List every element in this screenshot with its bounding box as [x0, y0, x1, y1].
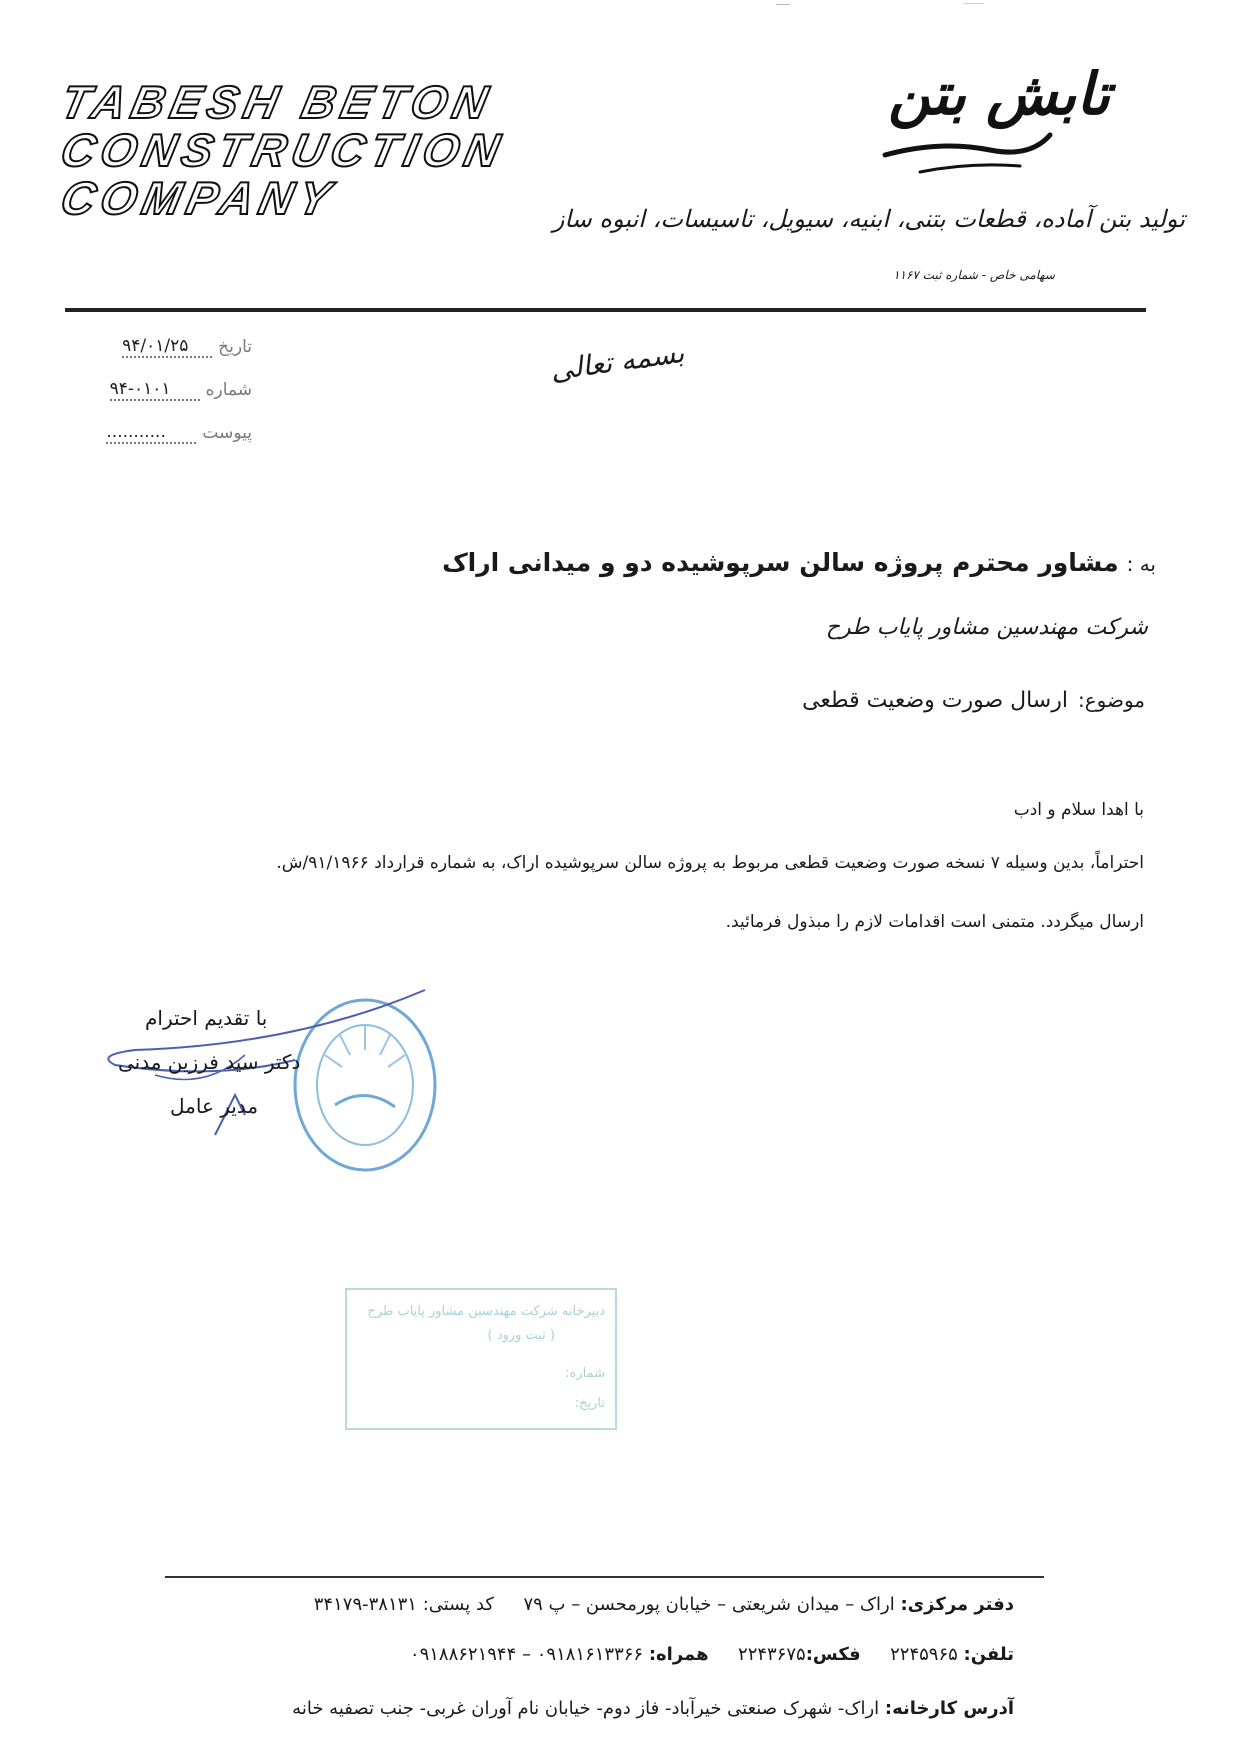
logo-line: CONSTRUCTION — [56, 124, 511, 176]
phone-value: ۲۲۴۵۹۶۵ — [890, 1644, 958, 1665]
stamp-line: تاریخ: — [574, 1396, 605, 1411]
persian-logo: تابش بتن — [888, 60, 1110, 128]
logo-line: TABESH BETON — [56, 76, 499, 128]
registration-number: سهامی خاص - شماره ثبت ۱۱۶۷ — [893, 268, 1055, 282]
contact-line — [410, 1644, 1014, 1665]
recipient-prefix: به : — [1126, 552, 1156, 576]
recipient-line — [442, 548, 1156, 577]
stamp-line: ( ثبت ورود ) — [487, 1328, 555, 1343]
factory-address-line — [292, 1698, 1014, 1719]
received-stamp — [345, 1288, 617, 1430]
phone-label: تلفن: — [963, 1644, 1014, 1665]
company-tagline: تولید بتن آماده، قطعات بتنی، ابنیه، سیویل، تاسیسات، انبوه ساز — [552, 205, 1185, 233]
office-address: اراک – میدان شریعتی – خیابان پورمحسن – پ ۷۹ — [523, 1594, 895, 1615]
header-divider — [65, 308, 1146, 312]
subject-text: ارسال صورت وضعیت قطعی — [802, 688, 1068, 713]
logo-line: COMPANY — [56, 172, 342, 224]
attachment-row — [82, 411, 252, 454]
number-value: ۹۴-۰۱۰۱ — [110, 379, 200, 401]
mobile-values: ۰۹۱۸۱۶۱۳۳۶۶ – ۰۹۱۸۸۶۲۱۹۴۴ — [409, 1644, 644, 1665]
attachment-label: پیوست — [202, 422, 252, 443]
subject-label: موضوع: — [1077, 688, 1145, 712]
postal-label: کد پستی: — [422, 1594, 494, 1615]
scan-mark — [964, 0, 984, 4]
postal-value: ۳۸۱۳۱-۳۴۱۷۹ — [313, 1594, 417, 1615]
office-address-line — [314, 1594, 1014, 1615]
date-row — [82, 325, 252, 368]
number-label: شماره — [205, 379, 252, 400]
subject-line — [802, 688, 1145, 713]
consultant-name: شرکت مهندسین مشاور پایاب طرح — [825, 615, 1148, 640]
fax-label: فکس: — [805, 1644, 861, 1665]
factory-label: آدرس کارخانه: — [884, 1698, 1014, 1719]
signature-closing: با تقدیم احترام — [145, 1006, 268, 1030]
number-row — [82, 368, 252, 411]
attachment-value: ........... — [106, 422, 196, 444]
basmala: بسمه تعالی — [548, 335, 687, 388]
greeting: با اهدا سلام و ادب — [1013, 800, 1144, 820]
signatory-name: دکتر سید فرزین مدنی — [118, 1050, 301, 1074]
date-value: ۹۴/۰۱/۲۵ — [122, 336, 212, 358]
fax-value: ۲۲۴۳۶۷۵ — [738, 1644, 806, 1665]
logo-swoosh-icon — [880, 100, 1100, 180]
stamp-line: شماره: — [565, 1366, 605, 1381]
factory-address: اراک- شهرک صنعتی خیرآباد- فاز دوم- خیابان نام آوران غربی- جنب تصفیه خانه — [292, 1698, 880, 1719]
date-label: تاریخ — [218, 336, 252, 357]
body-paragraph: احتراماً، بدین وسیله ۷ نسخه صورت وضعیت قطعی مربوط به پروژه سالن سرپوشیده اراک، به شماره قرارداد ۹۱/۱۹۶۶/ش. — [276, 853, 1144, 873]
body-paragraph: ارسال میگردد. متمنی است اقدامات لازم را مبذول فرمائید. — [725, 912, 1144, 932]
english-logo — [56, 76, 582, 224]
letter-meta — [82, 325, 252, 454]
scan-mark — [776, 0, 790, 5]
office-label: دفتر مرکزی: — [900, 1594, 1014, 1615]
footer-divider — [165, 1576, 1044, 1578]
signatory-title: مدیر عامل — [170, 1094, 259, 1118]
recipient-text: مشاور محترم پروژه سالن سرپوشیده دو و میدانی اراک — [442, 548, 1119, 577]
mobile-label: همراه: — [648, 1644, 709, 1665]
stamp-line: دبیرخانه شرکت مهندسین مشاور پایاب طرح — [367, 1304, 605, 1319]
